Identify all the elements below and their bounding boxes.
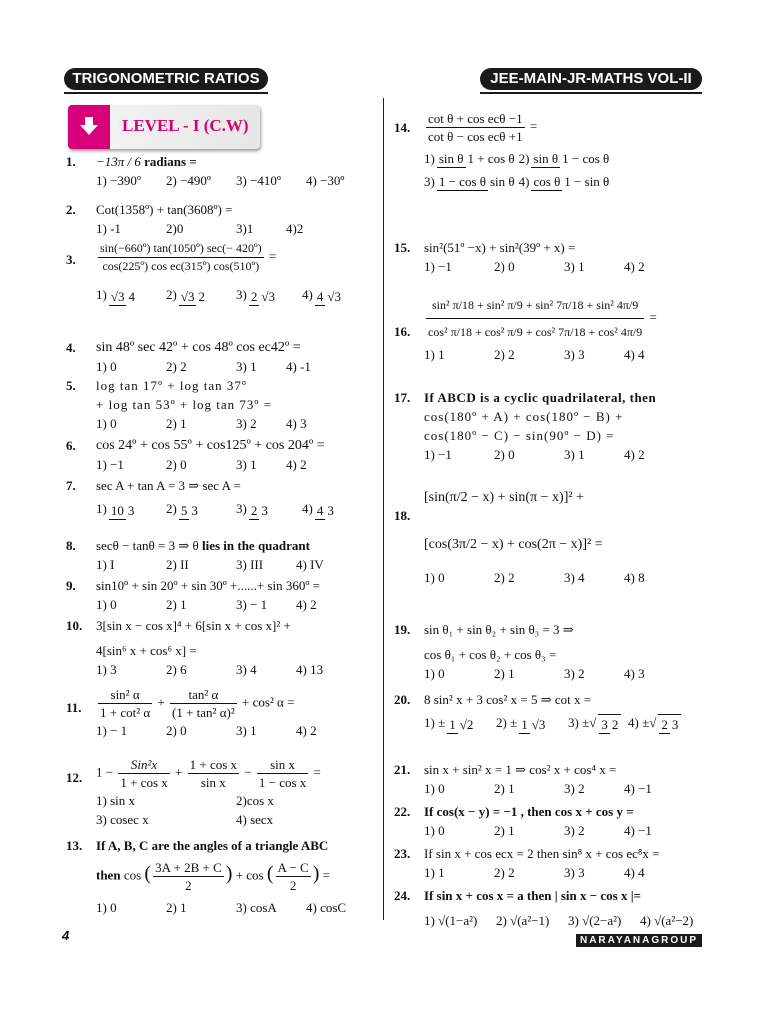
fraction-numerator: sin(−660º) tan(1050º) sec(− 420º) [98, 240, 264, 258]
question-23 [394, 844, 706, 886]
fraction-numerator: cot θ + cos ecθ −1 [428, 111, 523, 126]
option-1: 1) 1 [424, 865, 445, 880]
question-number: 16. [394, 324, 411, 339]
right-column [394, 110, 706, 930]
option-4: 4) 2 [624, 447, 645, 462]
fraction-denominator: cos² π/18 + cos² π/9 + cos² 7π/18 + cos² 4π/9 [428, 325, 643, 339]
equals-sign: = [529, 118, 538, 134]
plus-cos: + cos [235, 867, 264, 883]
option-3: 3)1 [236, 221, 254, 236]
option-4: 4) 2 [286, 457, 307, 472]
question-number: 15. [394, 240, 411, 255]
question-text: If A, B, C are the angles of a triangle ABC [96, 838, 329, 853]
question-text: cos 24º + cos 55º + cos125º + cos 204º = [96, 438, 325, 453]
option-label: 3) ± [568, 715, 590, 730]
question-text: If ABCD is a cyclic quadrilateral, then [424, 390, 657, 405]
option-4: 4) cosC [306, 900, 347, 915]
fraction-numerator: sin² π/18 + sin² π/9 + sin² 7π/18 + sin² 4π/9 [426, 292, 644, 319]
option-4: 4) 8 [624, 570, 645, 585]
option-1: 1) -1 [96, 221, 121, 236]
question-24 [394, 886, 706, 930]
level-banner [68, 105, 260, 149]
question-21 [394, 760, 706, 802]
option-4: 4) -1 [286, 359, 311, 374]
option-4: 4) secx [236, 812, 274, 827]
plus-sign: + [175, 764, 183, 780]
option-label: 1) [424, 151, 435, 166]
option-2: 2) 6 [166, 662, 187, 677]
question-16 [394, 292, 706, 388]
option-4: 4) √(a²−2) [640, 913, 694, 928]
option-label: 2) [166, 287, 177, 302]
option-4: 4) 3 [624, 666, 645, 681]
question-number: 1. [66, 154, 76, 169]
option-label: 1) [96, 287, 107, 302]
option-numerator: 2 [661, 717, 668, 733]
option-1: 1) 3 [96, 662, 117, 677]
option-2: 2) 0 [166, 457, 187, 472]
question-text-line-2: 4[sin⁶ x + cos⁶ x] = [96, 643, 197, 658]
option-2: 2) 2 [494, 570, 515, 585]
option-3: 3) 1 [236, 457, 257, 472]
question-1 [66, 152, 376, 194]
question-text: If sin x + cos x = a then | sin x − cos x |= [424, 888, 642, 903]
option-3: 3) 2 [564, 781, 585, 796]
question-text-line-1: sin θ₁ + sin θ₂ + sin θ₃ = 3 ⇒ [424, 622, 574, 637]
question-text: If cos(x − y) = −1 , then cos x + cos y = [424, 804, 634, 819]
equals-sign: = [322, 867, 330, 883]
question-text-line-1: log tan 17º + log tan 37º [96, 378, 247, 393]
question-text-tail: + cos² α = [242, 694, 295, 710]
option-2: 2) 1 [494, 781, 515, 796]
option-numerator: √3 [110, 288, 125, 304]
option-label: 2) ± [496, 715, 518, 730]
question-number: 10. [66, 618, 83, 633]
option-4: 4) −30º [306, 173, 345, 188]
option-numerator: sin θ [438, 151, 464, 166]
question-11 [66, 686, 376, 750]
fraction-denominator: 1 + cot² α [100, 705, 151, 720]
fraction-numerator: tan² α [170, 686, 237, 704]
fraction-denominator: 1 + cos x [120, 775, 168, 790]
option-denominator: 4 [128, 288, 135, 304]
question-text: If sin x + cos ecx = 2 then sin⁸ x + cos ec⁸x = [424, 846, 660, 861]
fraction-numerator: 1 + cos x [189, 757, 238, 772]
option-3: 3) 2 [236, 416, 257, 431]
question-15 [394, 238, 706, 284]
question-text-line-2: [cos(3π/2 − x) + cos(2π − x)]² = [424, 537, 603, 552]
option-label: 3) [236, 501, 247, 516]
option-label: 1) ± [424, 715, 446, 730]
fraction-denominator: cos(225º) cos ec(315º) cos(510º) [102, 259, 260, 273]
option-denominator: 3 [127, 502, 135, 518]
question-4 [66, 338, 376, 376]
fraction-numerator: Sin²x [118, 756, 169, 774]
left-column [66, 152, 376, 917]
question-number: 19. [394, 622, 411, 637]
question-18 [394, 488, 706, 620]
option-2: 2)cos x [236, 793, 274, 808]
option-numerator: 2 [250, 502, 258, 518]
option-numerator: √3 [180, 288, 195, 304]
option-numerator: 10 [110, 502, 124, 518]
option-denominator: 1 − sin θ [564, 174, 610, 189]
option-3: 3) III [236, 557, 264, 572]
option-4: 4) 2 [296, 723, 317, 738]
question-number: 3. [66, 252, 76, 267]
question-number: 18. [394, 508, 411, 523]
column-divider [383, 98, 384, 920]
option-1: 1) 0 [96, 900, 117, 915]
option-4: 4) 13 [296, 662, 324, 677]
option-3: 3) 1 [564, 447, 585, 462]
question-8 [66, 536, 376, 576]
option-denominator: 3 [261, 502, 268, 518]
option-label: 2) [518, 151, 530, 166]
question-number: 17. [394, 390, 411, 405]
option-4: 4) IV [296, 557, 324, 572]
option-3: 3) 4 [564, 570, 585, 585]
fraction-denominator: (1 + tan² α)² [172, 705, 235, 720]
option-numerator: 2 [250, 288, 258, 304]
question-number: 2. [66, 202, 76, 217]
option-denominator: 3 [327, 502, 334, 518]
question-5 [66, 376, 376, 436]
question-2 [66, 200, 376, 240]
option-label: 3) [424, 174, 435, 189]
equals-sign: = [649, 309, 657, 325]
option-denominator: √3 [531, 716, 546, 732]
question-text-line-2: + log tan 53º + log tan 73º = [96, 397, 273, 412]
option-label: 4) [302, 501, 313, 516]
option-denominator: sin θ [489, 174, 515, 189]
question-text-line-1: 3[sin x − cos x]⁴ + 6[sin x + cos x]² + [96, 618, 291, 633]
option-1: 1) 0 [424, 823, 445, 838]
question-text: sec A + tan A = 3 ⇒ sec A = [96, 478, 241, 493]
option-3: 3) cosA [236, 900, 277, 915]
option-3: 3) −410º [236, 173, 281, 188]
option-2: 2) 1 [166, 900, 187, 915]
option-numerator: 4 [316, 502, 324, 518]
down-arrow-icon [78, 115, 100, 137]
question-7 [66, 476, 376, 536]
fraction-numerator: sin x [257, 756, 308, 774]
option-2: 2) II [166, 557, 189, 572]
question-text: sin 48º sec 42º + cos 48º cos ec42º = [96, 340, 301, 355]
option-3: 3) 1 [236, 723, 257, 738]
option-1: 1) 0 [96, 597, 117, 612]
question-number: 14. [394, 120, 411, 135]
question-12 [66, 756, 376, 836]
question-text: sin x + sin² x = 1 ⇒ cos² x + cos⁴ x = [424, 762, 617, 777]
volume-title: JEE-MAIN-JR-MATHS VOL-II [480, 68, 702, 90]
question-number: 5. [66, 378, 76, 393]
option-3: 3) 2 [564, 823, 585, 838]
header-rule-left [64, 92, 268, 94]
question-number: 13. [66, 838, 83, 853]
question-17 [394, 388, 706, 470]
option-label: 4) ± [628, 715, 650, 730]
question-6 [66, 436, 376, 476]
question-text: sin²(51º −x) + sin²(39º + x) = [424, 240, 576, 255]
question-3 [66, 240, 376, 338]
option-2: 2) 1 [166, 597, 187, 612]
question-number: 7. [66, 478, 76, 493]
option-4: 4) 4 [624, 865, 645, 880]
question-13: 13. If A, B, C are the angles of a triangle ABC then cos ( $\frac{3A + 2B + C}{2}$ ) + cos ( $\frac{A - C}{2}$ ) = 1) 0 2) 1 3) cosA 4) cosC [66, 836, 376, 917]
option-numerator: 4 [316, 288, 324, 304]
option-label: 1) [96, 501, 107, 516]
question-number: 20. [394, 692, 411, 707]
option-3: 3) 1 [236, 359, 257, 374]
question-text: sin10º + sin 20º + sin 30º +......+ sin 360º = [96, 578, 320, 593]
option-1: 1) 1 [424, 347, 445, 362]
header-rule-right [480, 92, 702, 94]
option-4: 4) −1 [624, 823, 652, 838]
page-number: 4 [62, 928, 70, 943]
publisher-brand: NARAYANAGROUP [576, 934, 702, 947]
option-1: 1) 0 [424, 781, 445, 796]
question-text-line-2: cos θ₁ + cos θ₂ + cos θ₃ = [424, 647, 557, 662]
option-3: 3) 4 [236, 662, 257, 677]
option-label: 3) [236, 287, 247, 302]
option-3: 3) 3 [564, 865, 585, 880]
fraction-denominator: sin x [200, 775, 226, 790]
option-denominator: 1 + cos θ [467, 151, 515, 166]
equals-sign: = [313, 764, 321, 780]
option-1: 1) 0 [424, 666, 445, 681]
option-2: 2) 1 [494, 666, 515, 681]
question-number: 6. [66, 438, 76, 453]
fraction-denominator: cot θ − cos ecθ +1 [428, 129, 523, 144]
question-number: 4. [66, 340, 76, 355]
option-2: 2) 2 [494, 347, 515, 362]
option-numerator: 1 − cos θ [438, 174, 486, 189]
option-denominator: √3 [327, 288, 341, 304]
option-1: 1) −1 [424, 447, 452, 462]
option-2: 2) 0 [166, 723, 187, 738]
option-2: 2) 1 [166, 416, 187, 431]
option-3: 3) 3 [564, 347, 585, 362]
option-2: 2) 0 [494, 447, 515, 462]
option-2: 2)0 [166, 221, 184, 236]
option-numerator: sin θ [533, 151, 559, 166]
option-4: 4) −1 [624, 781, 652, 796]
option-1: 1) −1 [96, 457, 124, 472]
option-1: 1) 0 [96, 416, 117, 431]
option-2: 2) 2 [166, 359, 187, 374]
option-1: 1) − 1 [96, 723, 128, 738]
question-22 [394, 802, 706, 844]
option-2: 2) 0 [494, 259, 515, 274]
fraction-denominator: 2 [289, 878, 297, 893]
question-20: 20. 8 sin² x + 3 cos² x = 5 ⇒ cot x = 1) ± 1 √2 2) ± 1 √3 3) ±√ 3 2 4) ±√ 2 3 [394, 690, 706, 760]
question-19 [394, 620, 706, 690]
option-2: 2) 1 [494, 823, 515, 838]
option-2: 2) 2 [494, 865, 515, 880]
fraction-denominator: 2 [185, 878, 192, 893]
option-denominator: 2 [611, 717, 619, 733]
question-text-line-1: cos(180º + A) + cos(180º − B) + [424, 409, 624, 424]
expression-lead: 1 − [96, 764, 114, 780]
chapter-title: TRIGONOMETRIC RATIOS [64, 68, 268, 90]
option-numerator: 5 [180, 502, 188, 518]
question-text: Cot(1358º) + tan(3608º) = [96, 202, 233, 217]
option-1: 1) 0 [96, 359, 117, 374]
question-number: 11. [66, 700, 82, 715]
option-denominator: 2 [198, 288, 205, 304]
question-14 [394, 110, 706, 222]
option-numerator: 1 [521, 716, 528, 732]
option-denominator: 3 [671, 717, 679, 733]
option-4: 4) 2 [296, 597, 317, 612]
option-label: 4) [518, 174, 530, 189]
option-3: 3) cosec x [96, 812, 149, 827]
option-1: 1) √(1−a²) [424, 913, 478, 928]
cos-word: cos [123, 867, 142, 883]
fraction-numerator: A − C [277, 860, 309, 875]
question-number: 9. [66, 578, 76, 593]
option-1: 1) −1 [424, 259, 452, 274]
question-text-tail: lies in the quadrant [198, 538, 310, 553]
question-text: secθ − tanθ = 3 ⇒ θ [96, 538, 199, 553]
question-number: 23. [394, 846, 411, 861]
option-4: 4)2 [286, 221, 304, 236]
option-4: 4) 3 [286, 416, 307, 431]
question-text: 8 sin² x + 3 cos² x = 5 ⇒ cot x = [424, 692, 592, 707]
fraction-numerator: sin² α [98, 686, 152, 704]
option-3: 3) − 1 [236, 597, 268, 612]
option-denominator: √2 [459, 716, 474, 732]
option-numerator: cos θ [533, 174, 561, 189]
question-number: 12. [66, 770, 83, 785]
option-1: 1) −390º [96, 173, 141, 188]
question-number: 8. [66, 538, 76, 553]
option-denominator: √3 [261, 288, 275, 304]
option-3: 3) √(2−a²) [568, 913, 622, 928]
question-9 [66, 576, 376, 616]
option-numerator: 1 [449, 716, 456, 732]
minus-sign: − [244, 764, 252, 780]
option-1: 1) I [96, 557, 115, 572]
option-1: 1) 0 [424, 570, 445, 585]
question-text: −13π / 6 [96, 154, 141, 169]
level-title: LEVEL - I (C.W) [122, 116, 249, 135]
question-text-line-2: cos(180º − C) − sin(90º − D) = [424, 428, 615, 443]
question-text-line-1: [sin(π/2 − x) + sin(π − x)]² + [424, 490, 584, 505]
fraction-numerator: 3A + 2B + C [155, 860, 222, 875]
option-4: 4) 2 [624, 259, 645, 274]
fraction-denominator: 1 − cos x [258, 775, 307, 790]
equals-sign: = [268, 248, 277, 264]
question-text-tail: radians = [140, 154, 197, 169]
option-4: 4) 4 [624, 347, 645, 362]
question-10 [66, 616, 376, 686]
option-label: 2) [166, 501, 177, 516]
option-label: 4) [302, 287, 313, 302]
option-2: 2) −490º [166, 173, 211, 188]
question-number: 22. [394, 804, 411, 819]
plus-sign: + [157, 694, 165, 710]
option-2: 2) √(a²−1) [496, 913, 550, 928]
option-3: 3) 1 [564, 259, 585, 274]
option-denominator: 1 − cos θ [562, 151, 610, 166]
question-number: 24. [394, 888, 411, 903]
option-3: 3) 2 [564, 666, 585, 681]
option-denominator: 3 [191, 502, 198, 518]
option-numerator: 3 [601, 717, 608, 733]
option-1: 1) sin x [96, 793, 135, 808]
question-number: 21. [394, 762, 411, 777]
then-word: then [96, 867, 121, 883]
